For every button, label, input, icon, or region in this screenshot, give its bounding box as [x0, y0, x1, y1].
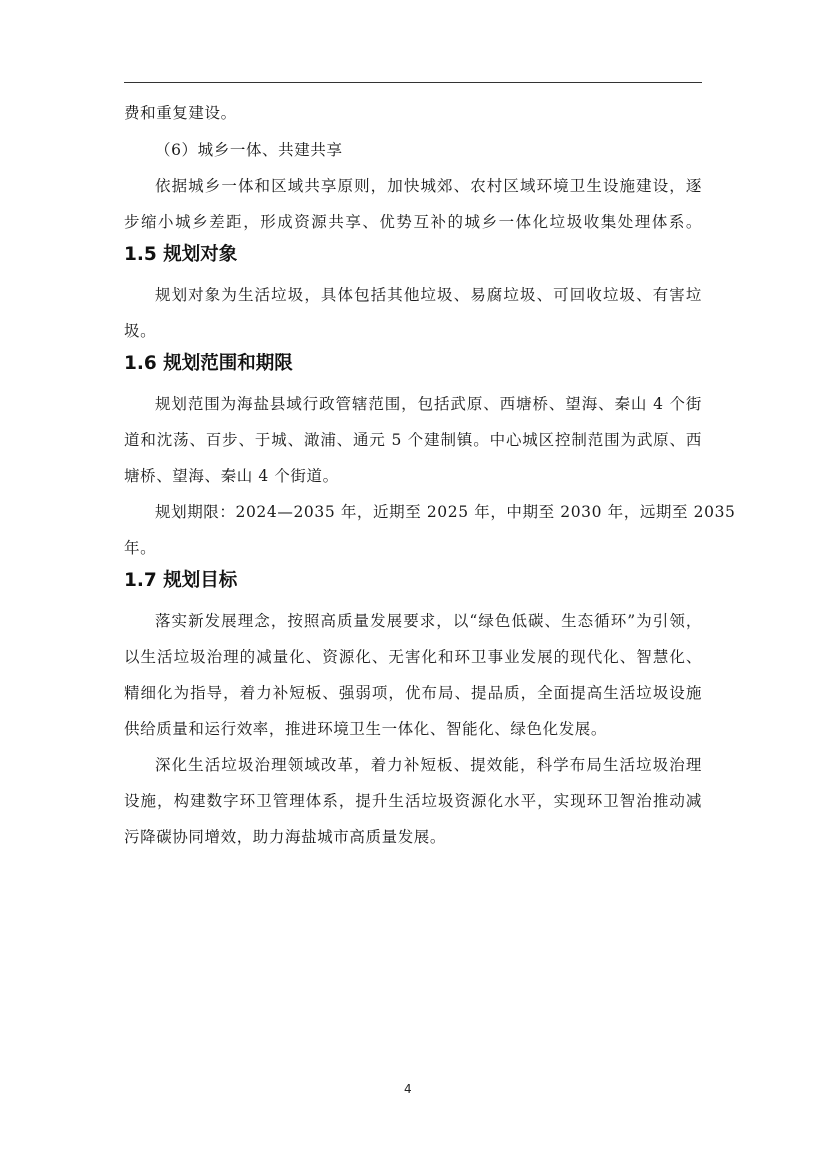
paragraph-line: 规划期限：2024—2035 年，近期至 2025 年，中期至 2030 年，远期至 2035 — [155, 503, 736, 521]
paragraph-line: 依据城乡一体和区域共享原则，加快城郊、农村区域环境卫生设施建设，逐 — [155, 177, 702, 195]
section-heading-1-5: 1.5 规划对象 — [124, 244, 238, 265]
paragraph-line: 塘桥、望海、秦山 4 个街道。 — [124, 467, 339, 485]
paragraph-line: 精细化为指导，着力补短板、强弱项，优布局、提品质，全面提高生活垃圾设施 — [124, 684, 702, 702]
header-divider — [124, 82, 702, 83]
paragraph-line: 费和重复建设。 — [124, 104, 237, 122]
list-item-heading: （6）城乡一体、共建共享 — [155, 141, 343, 159]
paragraph-line: 以生活垃圾治理的减量化、资源化、无害化和环卫事业发展的现代化、智慧化、 — [124, 648, 702, 666]
paragraph-line: 供给质量和运行效率，推进环境卫生一体化、智能化、绿色化发展。 — [124, 720, 608, 738]
paragraph-line: 污降碳协同增效，助力海盐城市高质量发展。 — [124, 828, 447, 846]
paragraph-line: 规划范围为海盐县域行政管辖范围，包括武原、西塘桥、望海、秦山 4 个街 — [155, 395, 702, 413]
page-number: 4 — [404, 1082, 412, 1096]
paragraph-line: 设施，构建数字环卫管理体系，提升生活垃圾资源化水平，实现环卫智治推动减 — [124, 792, 702, 810]
paragraph-line: 道和沈荡、百步、于城、澉浦、通元 5 个建制镇。中心城区控制范围为武原、西 — [124, 431, 702, 449]
paragraph-line: 深化生活垃圾治理领域改革，着力补短板、提效能，科学布局生活垃圾治理 — [155, 756, 702, 774]
paragraph-line: 圾。 — [124, 322, 157, 340]
section-heading-1-6: 1.6 规划范围和期限 — [124, 353, 293, 374]
section-heading-1-7: 1.7 规划目标 — [124, 570, 238, 591]
paragraph-line: 年。 — [124, 539, 157, 557]
paragraph-line: 落实新发展理念，按照高质量发展要求，以“绿色低碳、生态循环”为引领， — [155, 612, 702, 630]
paragraph-line: 规划对象为生活垃圾，具体包括其他垃圾、易腐垃圾、可回收垃圾、有害垃 — [155, 286, 702, 304]
paragraph-line: 步缩小城乡差距，形成资源共享、优势互补的城乡一体化垃圾收集处理体系。 — [124, 213, 702, 231]
